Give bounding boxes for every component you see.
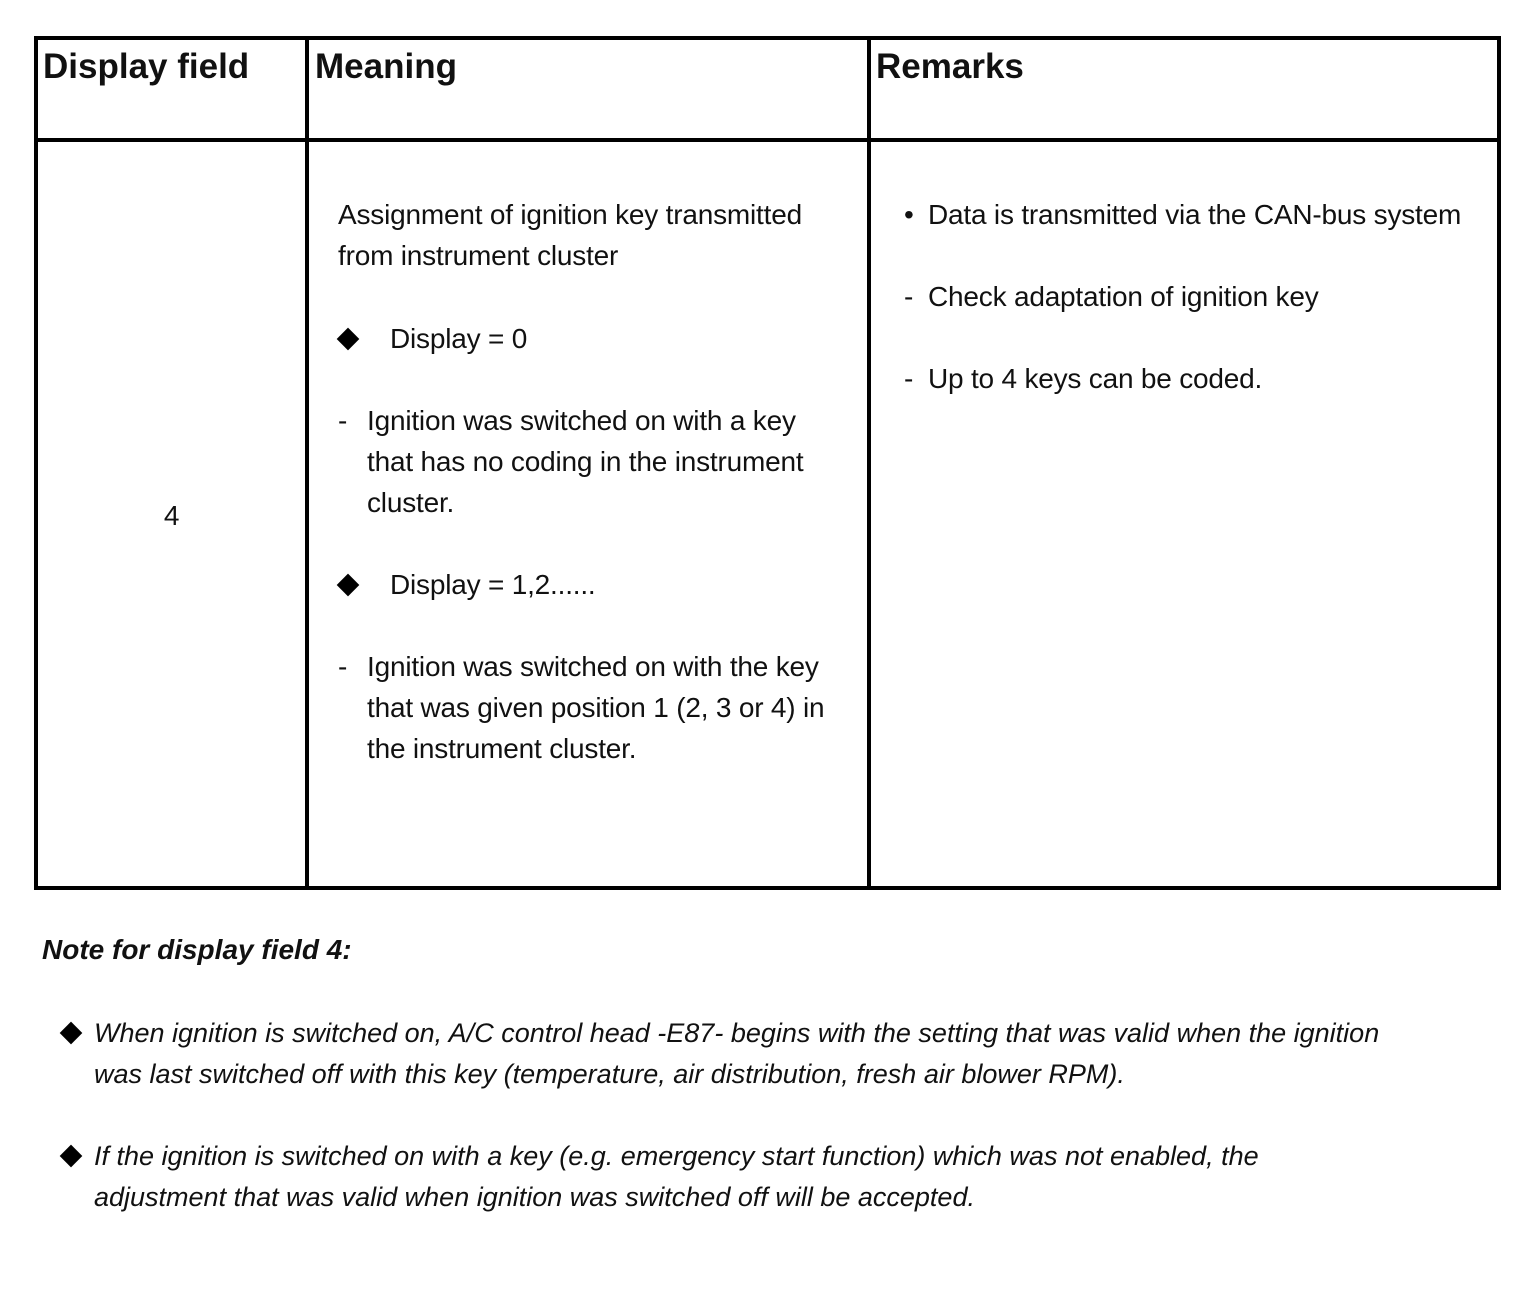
- diamond-bullet-icon: [337, 573, 360, 596]
- header-divider: [38, 138, 1497, 142]
- case-2-label: Display = 1,2......: [390, 569, 596, 600]
- note-list: [60, 1013, 1460, 1259]
- note-item: [60, 1136, 1460, 1218]
- bullet-dot-icon: •: [904, 199, 914, 230]
- remarks-bullet-text: Data is transmitted via the CAN-bus system: [928, 199, 1462, 230]
- diamond-bullet-icon: [60, 1022, 83, 1045]
- case-1-text: Ignition was switched on with a key that has no coding in the instrument cluster.: [367, 405, 804, 518]
- note-item-text: When ignition is switched on, A/C control head -E87- begins with the setting that was valid when the ignition was last switched off with this key (temperature, air distribution, fresh air blower RPM).: [94, 1018, 1380, 1089]
- dash-marker: -: [904, 281, 914, 312]
- remarks-dash-text-2: Up to 4 keys can be coded.: [928, 363, 1263, 394]
- case-2-description: [338, 646, 838, 769]
- note-item: [60, 1013, 1460, 1095]
- column-divider-1: [305, 40, 309, 886]
- note-title: Note for display field 4:: [42, 934, 352, 965]
- remarks-dash-item-1: [900, 276, 1490, 317]
- display-field-value: 4: [163, 500, 180, 531]
- header-meaning: Meaning: [315, 47, 457, 86]
- meaning-intro: Assignment of ignition key transmitted from instrument cluster: [338, 199, 802, 271]
- remarks-dash-item-2: [900, 358, 1490, 399]
- case-1-description: [338, 400, 838, 523]
- dash-marker: -: [338, 651, 348, 682]
- header-remarks: Remarks: [876, 47, 1024, 86]
- remarks-dash-text-1: Check adaptation of ignition key: [928, 281, 1319, 312]
- meaning-cell: [338, 194, 838, 769]
- note-item-text: If the ignition is switched on with a key (e.g. emergency start function) which was not enabled, the adjustment that was valid when ignition was switched off will be accepted.: [94, 1141, 1259, 1212]
- dash-marker: -: [904, 363, 914, 394]
- dash-marker: -: [338, 405, 348, 436]
- remarks-bullet-item: [900, 194, 1490, 235]
- case-2-text: Ignition was switched on with the key that was given position 1 (2, 3 or 4) in the instrument cluster.: [367, 651, 825, 764]
- case-2-heading: [338, 564, 838, 605]
- case-1-heading: [338, 318, 838, 359]
- column-divider-2: [867, 40, 871, 886]
- diamond-bullet-icon: [337, 327, 360, 350]
- diamond-bullet-icon: [60, 1145, 83, 1168]
- header-display-field: Display field: [43, 47, 250, 86]
- display-field-table: [34, 36, 1501, 890]
- remarks-cell: [900, 194, 1490, 399]
- case-1-label: Display = 0: [390, 323, 528, 354]
